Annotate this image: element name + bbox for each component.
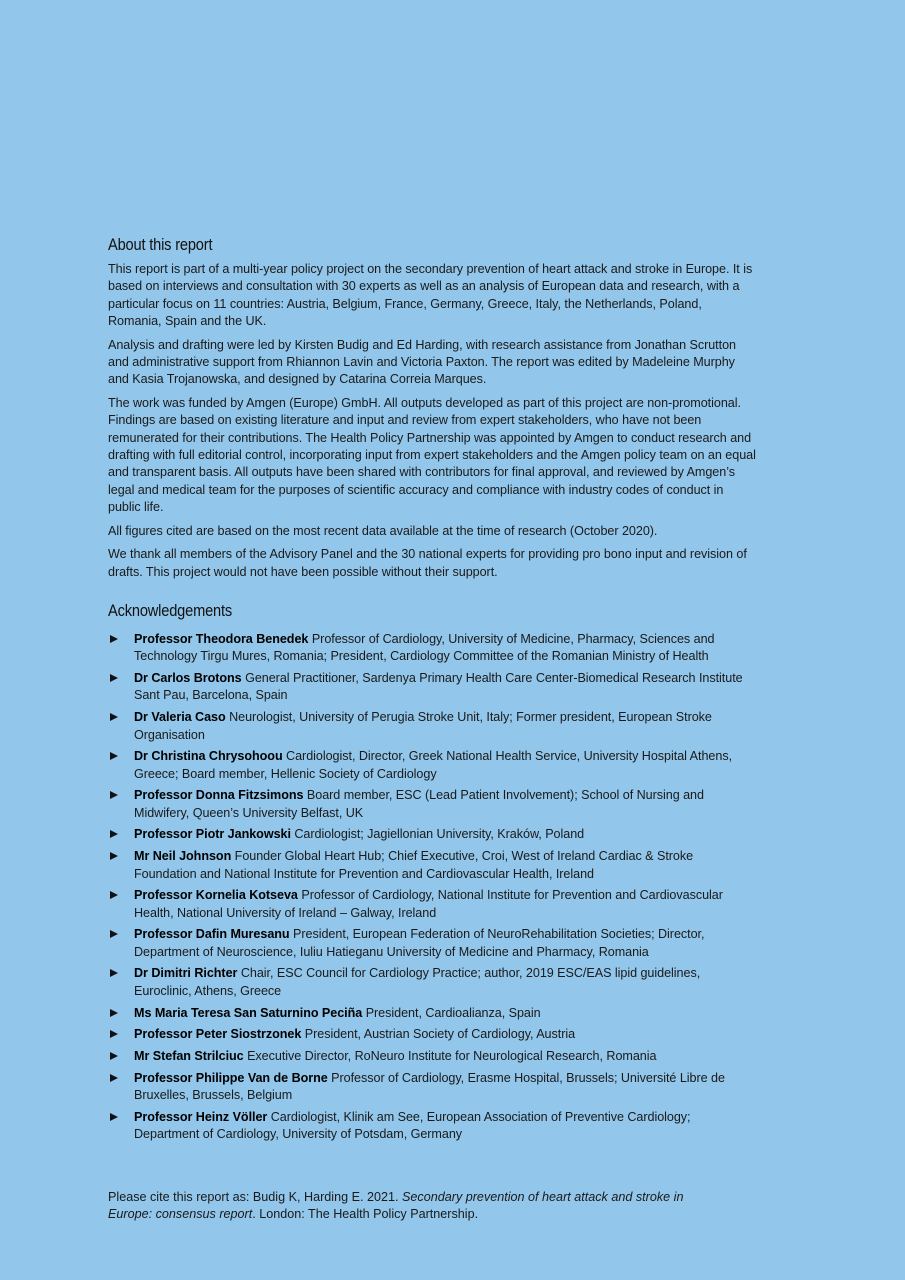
contributor-description: Cardiologist, Director, Greek National Health Service, University Hospital Athens, Greece; Board member, Hellenic Society of Cardiology	[134, 749, 733, 781]
contributor-name: Dr Christina Chrysohoou	[134, 749, 283, 764]
triangle-bullet-icon	[110, 635, 118, 643]
list-item	[108, 848, 758, 883]
contributor-name: Mr Stefan Strilciuc	[134, 1049, 244, 1063]
contributor-name: Professor Dafin Muresanu	[134, 927, 290, 942]
triangle-bullet-icon	[110, 891, 118, 899]
contributor-name: Professor Theodora Benedek	[134, 631, 309, 646]
triangle-bullet-icon	[110, 930, 118, 938]
citation-prefix: Please cite this report as: Budig K, Harding E. 2021.	[108, 1189, 403, 1204]
triangle-bullet-icon	[110, 713, 118, 721]
contributor-name: Professor Kornelia Kotseva	[134, 888, 298, 903]
list-item	[108, 631, 758, 666]
about-paragraph: This report is part of a multi-year policy project on the secondary prevention of heart attack and stroke in Europe. It is based on interviews and consultation with 30 experts as well as an analysis of European data and research, with a particular focus on 11 countries: Austria, Belgium, France, Germany, Greece, Italy, the Netherlands, Poland, Romania, Spain and the UK.	[108, 262, 753, 329]
contributor-name: Professor Piotr Jankowski	[134, 827, 291, 842]
about-paragraph: We thank all members of the Advisory Panel and the 30 national experts for providing pro bono input and revision of drafts. This project would not have been possible without their support.	[108, 547, 747, 579]
contributor-name: Professor Heinz Völler	[134, 1109, 268, 1124]
contributor-name: Dr Dimitri Richter	[134, 966, 238, 981]
list-item	[108, 926, 758, 961]
contributor-description: Professor of Cardiology, Erasme Hospital, Brussels; Université Libre de Bruxelles, Brussels, Belgium	[134, 1070, 725, 1103]
list-item	[108, 1048, 758, 1065]
contributor-description: Cardiologist; Jagiellonian University, Kraków, Poland	[294, 827, 585, 842]
list-item	[108, 748, 758, 783]
contributor-name: Professor Donna Fitzsimons	[134, 788, 304, 803]
contributor-name: Professor Philippe Van de Borne	[134, 1070, 328, 1085]
contributor-description: Professor of Cardiology, National Institute for Prevention and Cardiovascular Health, National University of Ireland – Galway, Ireland	[134, 888, 723, 920]
list-item	[108, 1005, 758, 1022]
contributor-description: Board member, ESC (Lead Patient Involvement); School of Nursing and Midwifery, Queen’s University Belfast, UK	[134, 788, 704, 820]
contributor-description: President, Austrian Society of Cardiology, Austria	[304, 1027, 576, 1042]
acknowledgements-heading: Acknowledgements	[108, 600, 233, 620]
about-heading: About this report	[108, 235, 213, 254]
contributor-description: Chair, ESC Council for Cardiology Practice; author, 2019 ESC/EAS lipid guidelines, Euroclinic, Athens, Greece	[134, 966, 701, 998]
list-item	[108, 670, 758, 705]
about-paragraph: The work was funded by Amgen (Europe) GmbH. All outputs developed as part of this project are non-promotional. Findings are based on existing literature and input and review from expert stakeholders, who have not been remunerated for their contributions. The Health Policy Partnership was appointed by Amgen to conduct research and drafting with full editorial control, incorporating input from expert stakeholders and the Amgen policy team on an equal and transparent basis. All outputs have been shared with contributors for final approval, and reviewed by Amgen’s legal and medical team for the purposes of scientific accuracy and compliance with industry codes of conduct in public life.	[108, 395, 756, 515]
triangle-bullet-icon	[110, 852, 118, 860]
triangle-bullet-icon	[110, 1009, 118, 1017]
contributor-description: Professor of Cardiology, University of Medicine, Pharmacy, Sciences and Technology Tirgu Mures, Romania; President, Cardiology Committee of the Romanian Ministry of Health	[134, 631, 715, 664]
triangle-bullet-icon	[110, 1074, 118, 1082]
contributor-description: General Practitioner, Sardenya Primary Health Care Center-Biomedical Research Institute Sant Pau, Barcelona, Spain	[134, 671, 743, 703]
acknowledgements-list	[108, 631, 758, 1144]
triangle-bullet-icon	[110, 1052, 118, 1060]
triangle-bullet-icon	[110, 1113, 118, 1121]
triangle-bullet-icon	[110, 791, 118, 799]
triangle-bullet-icon	[110, 674, 118, 682]
list-item	[108, 787, 758, 822]
list-item	[108, 1070, 758, 1105]
list-item	[108, 1026, 758, 1043]
about-body	[108, 261, 758, 581]
contributor-name: Dr Valeria Caso	[134, 710, 226, 725]
citation-title: Secondary prevention of heart attack and stroke in Europe: consensus report	[108, 1189, 684, 1221]
contributor-description: Executive Director, RoNeuro Institute for Neurological Research, Romania	[247, 1049, 657, 1063]
list-item	[108, 887, 758, 922]
about-paragraph: All figures cited are based on the most recent data available at the time of research (October 2020).	[108, 523, 658, 538]
triangle-bullet-icon	[110, 969, 118, 977]
triangle-bullet-icon	[110, 830, 118, 838]
citation-suffix: . London: The Health Policy Partnership.	[252, 1207, 479, 1221]
contributor-description: President, European Federation of NeuroRehabilitation Societies; Director, Department of Neuroscience, Iuliu Hatieganu University of Medicine and Pharmacy, Romania	[134, 927, 705, 959]
list-item	[108, 826, 758, 843]
contributor-description: Cardiologist, Klinik am See, European Association of Preventive Cardiology; Department of Cardiology, University of Potsdam, Germany	[134, 1109, 691, 1142]
about-paragraph: Analysis and drafting were led by Kirsten Budig and Ed Harding, with research assistance from Jonathan Scrutton and administrative support from Rhiannon Lavin and Victoria Paxton. The report was edited by Madeleine Murphy and Kasia Trojanowska, and designed by Catarina Correia Marques.	[108, 337, 736, 387]
citation	[108, 1189, 728, 1224]
contributor-name: Mr Neil Johnson	[134, 849, 232, 864]
contributor-description: Neurologist, University of Perugia Stroke Unit, Italy; Former president, European Stroke Organisation	[134, 710, 712, 742]
contributor-description: Founder Global Heart Hub; Chief Executive, Croi, West of Ireland Cardiac & Stroke Foundation and National Institute for Prevention and Cardiovascular Health, Ireland	[134, 849, 694, 881]
contributor-name: Ms Maria Teresa San Saturnino Peciña	[134, 1005, 363, 1020]
list-item	[108, 1109, 758, 1144]
triangle-bullet-icon	[110, 1030, 118, 1038]
list-item	[108, 709, 758, 744]
contributor-name: Professor Peter Siostrzonek	[134, 1027, 302, 1042]
content-column	[108, 235, 758, 1148]
triangle-bullet-icon	[110, 752, 118, 760]
contributor-description: President, Cardioalianza, Spain	[365, 1005, 541, 1020]
list-item	[108, 965, 758, 1000]
contributor-name: Dr Carlos Brotons	[134, 671, 242, 686]
